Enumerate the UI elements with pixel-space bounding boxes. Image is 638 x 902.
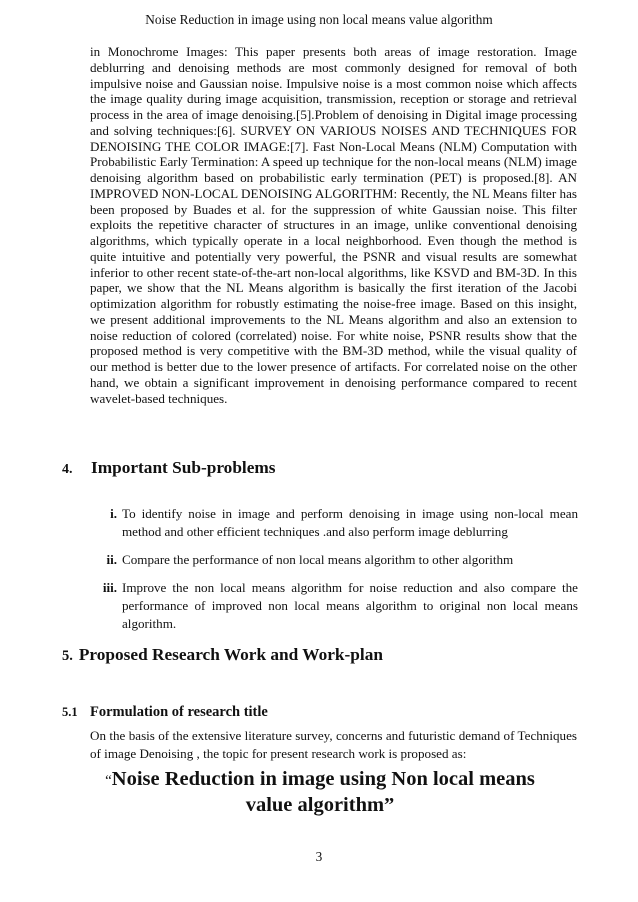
open-quote: “ — [105, 773, 112, 789]
section-5-number: 5. — [62, 648, 73, 664]
section-4-title: Important Sub-problems — [91, 458, 276, 477]
section-4-number: 4. — [62, 462, 73, 477]
section-5-title: Proposed Research Work and Work-plan — [78, 645, 383, 664]
list-item-text: Compare the performance of non local means algorithm to other algorithm — [122, 552, 514, 567]
section-5-1-number: 5.1 — [62, 705, 78, 719]
section-5-1-title: Formulation of research title — [90, 704, 268, 720]
section-5-heading — [62, 645, 383, 665]
list-item-text: Improve the non local means algorithm for noise reduction and also compare the performance of improved non local means algorithm to original non local means algorithm. — [122, 580, 578, 631]
list-item — [80, 579, 578, 633]
section-5-1-heading — [62, 704, 268, 721]
list-item-marker: iii. — [102, 580, 117, 595]
research-title-paragraph: On the basis of the extensive literature survey, concerns and futuristic demand of Techniques of image Denoising , the topic for present research work is proposed as: — [90, 728, 577, 761]
proposed-title-text: Noise Reduction in image using Non local means value algorithm” — [111, 768, 535, 816]
running-header: Noise Reduction in image using non local means value algorithm — [145, 12, 493, 27]
list-item — [80, 505, 578, 541]
proposed-research-title — [90, 767, 550, 817]
section-4-heading — [62, 458, 276, 478]
sub-problems-list — [80, 505, 578, 643]
list-item-text: To identify noise in image and perform denoising in image using non-local mean method and other efficient techniques .and also perform image deblurring — [122, 506, 578, 539]
page-number: 3 — [315, 849, 323, 864]
list-item-marker: i. — [110, 506, 117, 521]
literature-survey-paragraph: in Monochrome Images: This paper presents both areas of image restoration. Image deblurring and denoising methods are most commonly designed for removal of both impulsive noise and Gaussian noise. Impulsive noise is a most common noise which affects the image quality during image acquisition, transmission, reception or storage and retrieval process in the area of image denoising.[5].Problem of denoising in Digital image processing and solving techniques:[6]. SURVEY ON VARIOUS NOISES AND TECHNIQUES FOR DENOISING THE COLOR IMAGE:[7]. Fast Non-Local Means (NLM) Computation with Probabilistic Early Termination: A speed up technique for the non-local means (NLM) image denoising algorithm based on probabilistic early termination (PET) is proposed.[8]. AN IMPROVED NON-LOCAL DENOISING ALGORITHM: Recently, the NL Means filter has been proposed by Buades et al. for the suppression of white Gaussian noise. This filter exploits the repetitive character of structures in an image, unlike conventional denoising algorithms, which typically operate in a local neighborhood. Even though the method is quite intuitive and potentially very powerful, the PSNR and visual results are somewhat inferior to other recent state-of-the-art non-local algorithms, like KSVD and BM-3D. In this paper, we show that the NL Means algorithm is basically the first iteration of the Jacobi optimization algorithm for robustly estimating the noise-free image. Based on this insight, we present additional improvements to the NL Means algorithm and also an extension to noise reduction of colored (correlated) noise. For white noise, PSNR results show that the proposed method is very competitive with the BM-3D method, while the visual quality of our method is better due to the lower presence of artifacts. For correlated noise on the other hand, we obtain a significant improvement in denoising performance compared to recent wavelet-based techniques. — [90, 44, 577, 406]
list-item-marker: ii. — [106, 552, 117, 567]
list-item — [80, 551, 578, 569]
